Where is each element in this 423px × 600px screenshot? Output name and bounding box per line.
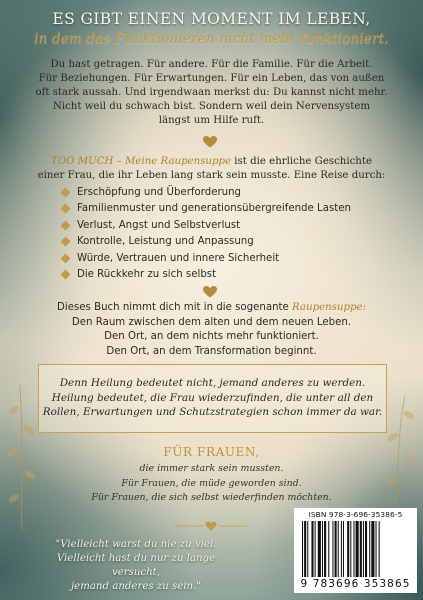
healing-line: Denn Heilung bedeutet nicht, jemand anderes zu werden.	[59, 377, 366, 389]
intro-line: Du hast getragen. Für andere. Für die Familie. Für die Arbeit.	[50, 59, 373, 70]
intro-line: oft stark aussah. Und irgendwaan merkst du: Du kannst nicht mehr.	[35, 87, 388, 98]
list-item: Erschöpfung und Überforderung	[62, 185, 351, 201]
quote-line: "Vielleicht warst du nie zu viel.	[55, 539, 217, 550]
quote-line: Vielleicht hast du nur zu lange versucht,	[56, 553, 216, 578]
diamond-bullet-icon	[61, 270, 71, 280]
healing-quote-box	[38, 364, 387, 433]
diamond-bullet-icon	[61, 253, 71, 263]
isbn-label: ISBN 978-3-696-35386-5	[308, 510, 403, 519]
topic-list	[62, 185, 351, 283]
list-item: Die Rückkehr zu sich selbst	[62, 267, 351, 283]
headline: ES GIBT EINEN MOMENT IM LEBEN,	[52, 10, 371, 28]
intro-paragraph	[0, 58, 423, 128]
book-title: TOO MUCH – Meine Raupensuppe	[51, 156, 232, 167]
barcode-digits: 9 783696 353865	[300, 578, 411, 590]
healing-line: Heilung bedeutet, die Frau wiederzufinden, die unter all den	[51, 391, 374, 404]
raupensuppe-term: Raupensuppe:	[292, 302, 366, 313]
raupensuppe-line: Den Ort, an dem Transformation beginnt.	[106, 345, 317, 357]
story-text: ist die ehrliche Geschichte	[231, 156, 372, 167]
story-paragraph	[0, 155, 423, 183]
subheadline: in dem das Funktionieren nicht mehr funktioniert.	[34, 31, 389, 47]
list-item: Familienmuster und generationsübergreifende Lasten	[62, 201, 351, 217]
diamond-bullet-icon	[61, 188, 71, 198]
gold-heart-icon	[203, 136, 217, 148]
intro-line: Nicht weil du schwach bist. Sondern weil dein Nervensystem	[52, 101, 371, 112]
intro-line: Für Beziehungen. Für Erwartungen. Für ein Leben, das von außen	[38, 73, 385, 84]
list-item: Verlust, Angst und Selbstverlust	[62, 218, 351, 234]
diamond-bullet-icon	[61, 237, 71, 247]
raupensuppe-line: Den Raum zwischen dem alten und dem neuen Leben.	[71, 316, 352, 328]
for-women-line: die immer stark sein mussten.	[139, 463, 284, 474]
barcode-bars	[302, 521, 410, 577]
diamond-bullet-icon	[61, 204, 71, 214]
closing-quote	[32, 538, 240, 594]
raupensuppe-paragraph	[0, 301, 423, 359]
heart-divider-icon	[175, 521, 247, 531]
isbn-barcode	[294, 508, 417, 593]
list-item: Würde, Vertrauen und innere Sicherheit	[62, 251, 351, 267]
list-item: Kontrolle, Leistung und Anpassung	[62, 234, 351, 250]
for-women-line: Für Frauen, die müde geworden sind.	[121, 477, 302, 489]
story-text: einer Frau, die ihr Leben lang stark sein musste. Eine Reise durch:	[37, 170, 386, 181]
for-women-heading: FÜR FRAUEN,	[163, 445, 260, 459]
intro-line: längst um Hilfe ruft.	[158, 115, 265, 126]
raupensuppe-lead: Dieses Buch nimmt dich mit in die sogenante	[57, 302, 293, 313]
for-women-line: Für Frauen, die sich selbst wiederfinden möchten.	[91, 492, 332, 503]
for-women-lines	[0, 462, 423, 506]
healing-line: Rollen, Erwartungen und Schutzstrategien schon immer da war.	[42, 406, 383, 418]
raupensuppe-line: Den Ort, an dem nichts mehr funktioniert.	[104, 331, 319, 342]
gold-heart-icon	[203, 286, 217, 298]
quote-line: jemand anderes zu sein."	[71, 581, 201, 592]
diamond-bullet-icon	[61, 220, 71, 230]
